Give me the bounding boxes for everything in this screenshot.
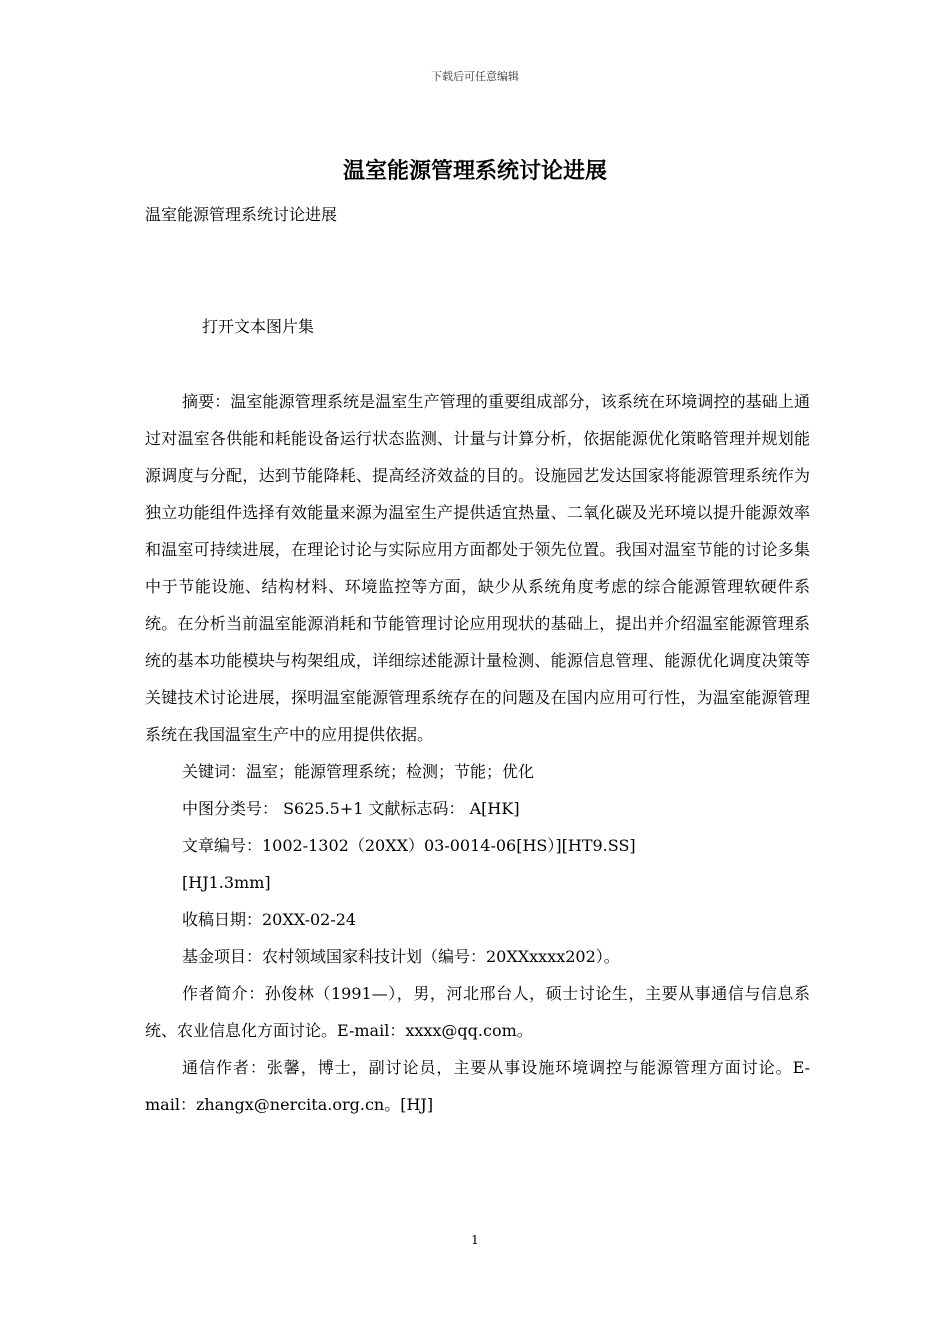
fund-line: 基金项目：农村领域国家科技计划（编号：20XXxxxx202）。: [182, 947, 620, 966]
keywords-line: 关键词：温室；能源管理系统；检测；节能；优化: [182, 762, 535, 781]
page-number: 1: [471, 1233, 479, 1247]
document-title: 温室能源管理系统讨论进展: [342, 159, 607, 184]
document-body: [145, 383, 810, 1123]
article-number-line: 文章编号：1002-1302（20XX）03-0014-06[HS）][HT9.SS]: [182, 836, 636, 855]
classification-line: 中图分类号： S625.5+1 文献标志码： A[HK]: [182, 799, 520, 818]
author-intro-paragraph: 作者简介：孙俊林（1991—），男，河北邢台人，硕士讨论生，主要从事通信与信息系统、农业信息化方面讨论。E-mail：xxxx@qq.com。: [145, 984, 810, 1040]
abstract-paragraph: 摘要：温室能源管理系统是温室生产管理的重要组成部分，该系统在环境调控的基础上通过对温室各供能和耗能设备运行状态监测、计量与计算分析，依据能源优化策略管理并规划能源调度与分配，达到节能降耗、提高经济效益的目的。设施园艺发达国家将能源管理系统作为独立功能组件选择有效能量来源为温室生产提供适宜热量、二氧化碳及光环境以提升能源效率和温室可持续进展，在理论讨论与实际应用方面都处于领先位置。我国对温室节能的讨论多集中于节能设施、结构材料、环境监控等方面，缺少从系统角度考虑的综合能源管理软硬件系统。在分析当前温室能源消耗和节能管理讨论应用现状的基础上，提出并介绍温室能源管理系统的基本功能模块与构架组成，详细综述能源计量检测、能源信息管理、能源优化调度决策等关键技术讨论进展，探明温室能源管理系统存在的问题及在国内应用可行性，为温室能源管理系统在我国温室生产中的应用提供依据。: [145, 392, 810, 744]
open-gallery-link[interactable]: 打开文本图片集: [202, 317, 315, 336]
document-subtitle: 温室能源管理系统讨论进展: [145, 205, 338, 224]
received-date-line: 收稿日期：20XX-02-24: [182, 910, 357, 929]
header-note: 下载后可任意编辑: [431, 70, 519, 83]
hj-code-line: [HJ1.3mm]: [182, 873, 271, 892]
corresponding-author-paragraph: 通信作者：张馨，博士，副讨论员，主要从事设施环境调控与能源管理方面讨论。E-mail：zhangx@nercita.org.cn。[HJ]: [145, 1058, 810, 1114]
